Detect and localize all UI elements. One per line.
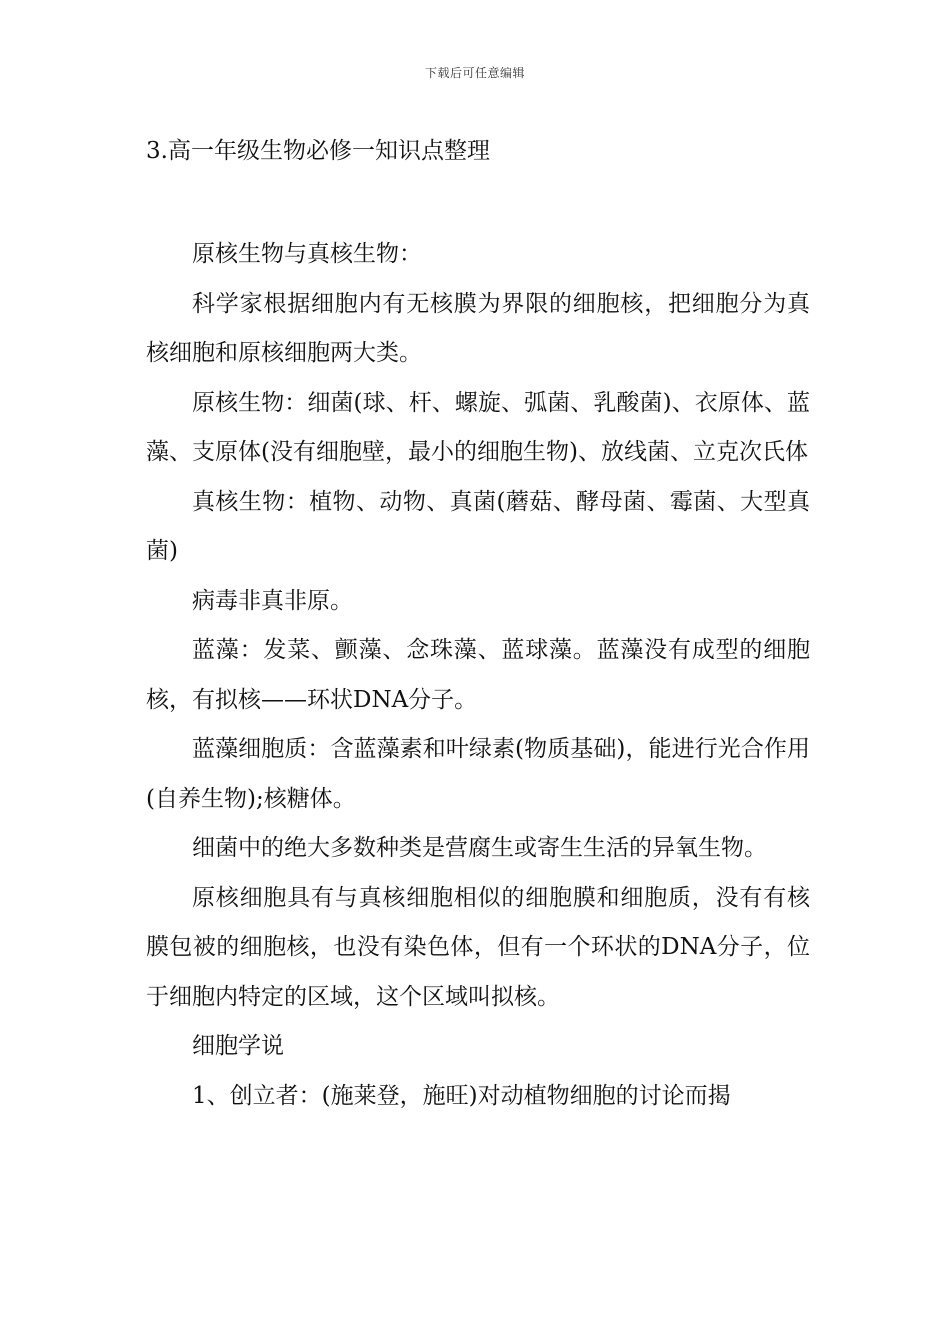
page-header: 下载后可任意编辑 [424, 66, 525, 80]
paragraph-cell-theory-founders: 1、创立者：(施莱登，施旺)对动植物细胞的讨论而揭 [192, 1082, 731, 1109]
paragraph-prokaryotic-cell: 原核细胞具有与真核细胞相似的细胞膜和细胞质，没有有核膜包被的细胞核，也没有染色体，但有一个环状的DNA分子，位于细胞内特定的区域，这个区域叫拟核。 [146, 884, 810, 1010]
paragraph-prokaryote-eukaryote-heading: 原核生物与真核生物： [192, 241, 422, 267]
document-title: 3.高一年级生物必修一知识点整理 [146, 138, 490, 164]
paragraph-cell-classification: 科学家根据细胞内有无核膜为界限的细胞核，把细胞分为真核细胞和原核细胞两大类。 [146, 290, 810, 366]
paragraph-cyanobacteria: 蓝藻：发菜、颤藻、念珠藻、蓝球藻。蓝藻没有成型的细胞核，有拟核——环状DNA分子。 [146, 637, 810, 713]
paragraph-cell-theory-heading: 细胞学说 [192, 1033, 284, 1059]
document-body [146, 230, 810, 1121]
paragraph-virus: 病毒非真非原。 [192, 587, 353, 614]
paragraph-eukaryotes: 真核生物：植物、动物、真菌(蘑菇、酵母菌、霉菌、大型真菌) [146, 488, 810, 564]
paragraph-cyanobacteria-cytoplasm: 蓝藻细胞质：含蓝藻素和叶绿素(物质基础)，能进行光合作用(自养生物);核糖体。 [146, 736, 810, 812]
paragraph-prokaryotes: 原核生物：细菌(球、杆、螺旋、弧菌、乳酸菌)、衣原体、蓝藻、支原体(没有细胞壁，最小的细胞生物)、放线菌、立克次氏体 [146, 389, 810, 465]
paragraph-bacteria: 细菌中的绝大多数种类是营腐生或寄生生活的异氧生物。 [192, 835, 767, 861]
